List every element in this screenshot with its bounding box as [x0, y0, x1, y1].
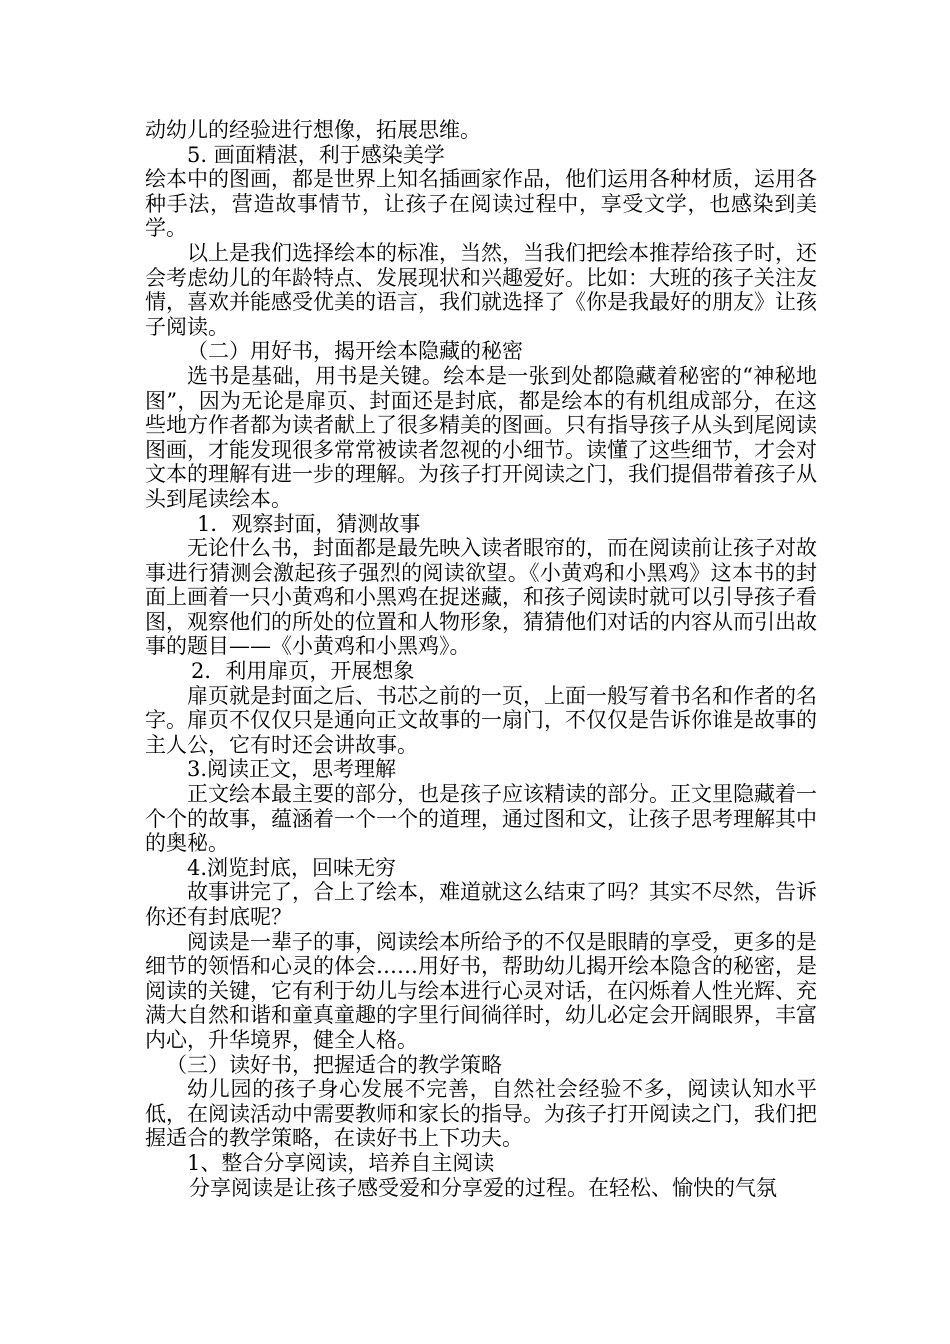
- paragraph-reading-lifelong: 阅读是一辈子的事，阅读绘本所给予的不仅是眼睛的享受，更多的是细节的领悟和心灵的体会……用好书，帮助幼儿揭开绘本隐含的秘密，是阅读的关键，它有利于幼儿与绘本进行心灵对话，在闪烁着人性光辉、充满大自然和谐和童真童趣的字里行间徜徉时，幼儿必定会开阔眼界，丰富内心，升华境界，健全人格。: [145, 929, 817, 1052]
- paragraph-use-books: 选书是基础，用书是关键。绘本是一张到处都隐藏着秘密的“神秘地图”，因为无论是扉页、封面还是封底，都是绘本的有机组成部分，在这些地方作者都为读者献上了很多精美的图画。只有指导孩子从头到尾阅读图画，才能发现很多常常被读者忽视的小细节。读懂了这些细节，才会对文本的理解有进一步的理解。为孩子打开阅读之门，我们提倡带着孩子从头到尾读绘本。: [145, 363, 817, 511]
- paragraph-picture-art: 绘本中的图画，都是世界上知名插画家作品，他们运用各种材质，运用各种手法，营造故事情节，让孩子在阅读过程中，享受文学，也感染到美学。: [145, 167, 817, 241]
- subheading-back-cover: 4.浏览封底，回味无穷: [187, 855, 397, 880]
- section-heading-3: （三）读好书，把握适合的教学策略: [166, 1052, 502, 1077]
- paragraph-continued: 动幼儿的经验进行想像，拓展思维。: [145, 118, 481, 142]
- paragraph-shared-reading: 分享阅读是让孩子感受爱和分享爱的过程。在轻松、愉快的气氛: [189, 1175, 777, 1200]
- paragraph-main-text: 正文绘本最主要的部分，也是孩子应该精读的部分。正文里隐藏着一个个的故事，蕴涵着一个一个的道理，通过图和文，让孩子思考理解其中的奥秘。: [145, 782, 817, 856]
- paragraph-title-page: 扉页就是封面之后、书芯之前的一页，上面一般写着书名和作者的名字。扉页不仅仅只是通向正文故事的一扇门，不仅仅是告诉你谁是故事的主人公，它有时还会讲故事。: [145, 683, 817, 757]
- section-heading-2: （二）用好书，揭开绘本隐藏的秘密: [187, 339, 523, 364]
- subheading-main-text: 3.阅读正文，思考理解: [187, 757, 397, 782]
- document-page: [145, 118, 817, 1200]
- paragraph-kindergarten: 幼儿园的孩子身心发展不完善，自然社会经验不多，阅读认知水平低，在阅读活动中需要教师和家长的指导。为孩子打开阅读之门，我们把握适合的教学策略，在读好书上下功夫。: [145, 1077, 817, 1151]
- subheading-shared-reading: 1、整合分享阅读，培养自主阅读: [187, 1150, 495, 1175]
- subheading-title-page: 2．利用扉页，开展想象: [191, 659, 415, 684]
- subheading-5: 5. 画面精湛，利于感染美学: [187, 142, 445, 167]
- paragraph-back-cover: 故事讲完了，合上了绘本，难道就这么结束了吗？其实不尽然，告诉你还有封底呢？: [145, 880, 817, 929]
- subheading-cover: 1．观察封面，猜测故事: [197, 511, 421, 536]
- paragraph-cover: 无论什么书，封面都是最先映入读者眼帘的，而在阅读前让孩子对故事进行猜测会激起孩子强烈的阅读欲望。《小黄鸡和小黑鸡》这本书的封面上画着一只小黄鸡和小黑鸡在捉迷藏，和孩子阅读时就可以引导孩子看图，观察他们的所处的位置和人物形象，猜猜他们对话的内容从而引出故事的题目——《小黄鸡和小黑鸡》。: [145, 536, 817, 659]
- paragraph-selection-standard: 以上是我们选择绘本的标准，当然，当我们把绘本推荐给孩子时，还会考虑幼儿的年龄特点、发展现状和兴趣爱好。比如：大班的孩子关注友情，喜欢并能感受优美的语言，我们就选择了《你是我最好的朋友》让孩子阅读。: [145, 240, 817, 339]
